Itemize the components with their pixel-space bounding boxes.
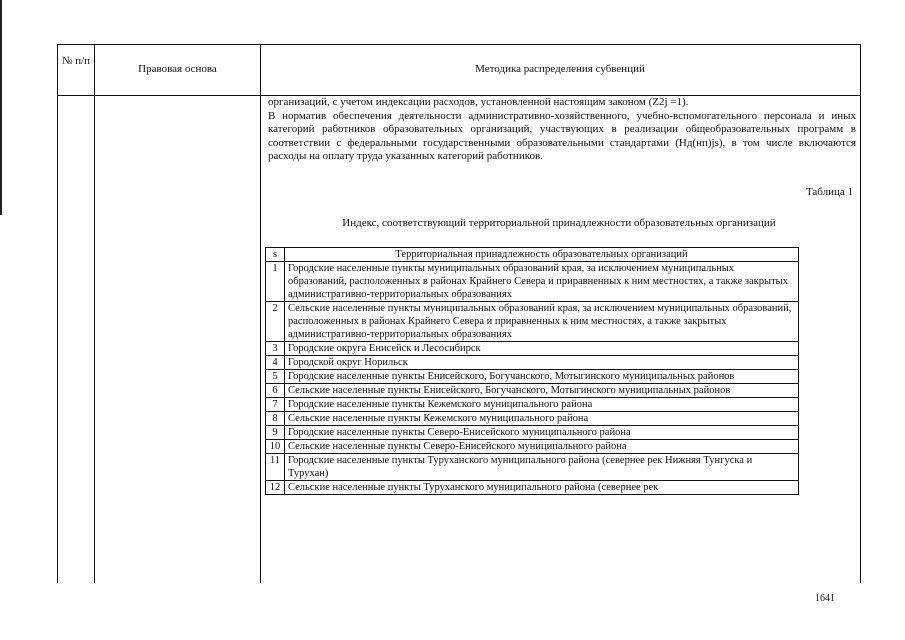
- row-index: 7: [266, 398, 285, 412]
- row-index: 11: [266, 454, 285, 481]
- territorial-index-table: [265, 247, 799, 495]
- row-territory: Городские населенные пункты муниципальных образований края, за исключением муниципальных образований, расположенных в районах Крайнего Севера и приравненных к ним местностях, а также закрытых административно-территориальных образованиях: [285, 262, 799, 302]
- paragraph-norm: В норматив обеспечения деятельности административно-хозяйственного, учебно-вспомогательного персонала и иных категорий работников образовательных организаций, участвующих в реализации общеобразовательных программ в соответствии с федеральными государственными образовательными стандартами (Нд(нп)js), в том числе включаются расходы на оплату труда указанных категорий работников.: [268, 109, 856, 162]
- row-index: 4: [266, 356, 285, 370]
- table-header-title: Территориальная принадлежность образовательных организаций: [285, 248, 799, 262]
- row-index: 3: [266, 342, 285, 356]
- row-territory: Сельские населенные пункты Северо-Енисейского муниципального района: [285, 440, 799, 454]
- table-row: [266, 370, 799, 384]
- table-row: [266, 454, 799, 481]
- table-label: Таблица 1: [805, 186, 853, 198]
- scan-edge-mark: [0, 0, 2, 215]
- row-index: 10: [266, 440, 285, 454]
- row-territory: Сельские населенные пункты Енисейского, Богучанского, Мотыгинского муниципальных районов: [285, 384, 799, 398]
- row-territory: Сельские населенные пункты муниципальных образований края, за исключением муниципальных образований, расположенных в районах Крайнего Севера и приравненных к ним местностях, а также закрытых административно-территориальных образованиях: [285, 302, 799, 342]
- row-territory: Городские населенные пункты Кежемского муниципального района: [285, 398, 799, 412]
- table-row: [266, 398, 799, 412]
- table-row: [266, 384, 799, 398]
- table-row: [266, 262, 799, 302]
- row-territory: Городские населенные пункты Туруханского муниципального района (севернее рек Нижняя Тунгуска и Турухан): [285, 454, 799, 481]
- row-territory: Городские населенные пункты Енисейского, Богучанского, Мотыгинского муниципальных районов: [285, 370, 799, 384]
- table-header-s: s: [266, 248, 285, 262]
- row-index: 6: [266, 384, 285, 398]
- row-index: 9: [266, 426, 285, 440]
- row-territory: Городской округ Норильск: [285, 356, 799, 370]
- row-index: 8: [266, 412, 285, 426]
- document-table-frame: [57, 44, 861, 583]
- row-index: 5: [266, 370, 285, 384]
- column-divider-1: [94, 45, 95, 583]
- methodology-text: [268, 96, 856, 164]
- table-row: [266, 356, 799, 370]
- page-number: 1641: [815, 593, 835, 604]
- header-number-col: № п/п: [61, 55, 91, 67]
- row-territory: Городские округа Енисейск и Лесосибирск: [285, 342, 799, 356]
- table-row: [266, 440, 799, 454]
- table-row: [266, 481, 799, 495]
- table-row: [266, 426, 799, 440]
- table-row: [266, 302, 799, 342]
- row-index: 12: [266, 481, 285, 495]
- row-territory: Сельские населенные пункты Кежемского муниципального района: [285, 412, 799, 426]
- header-legal-basis: Правовая основа: [138, 63, 217, 75]
- table-header-row: [266, 248, 799, 262]
- row-territory: Сельские населенные пункты Туруханского муниципального района (севернее рек: [285, 481, 799, 495]
- table-row: [266, 342, 799, 356]
- row-territory: Городские населенные пункты Северо-Енисейского муниципального района: [285, 426, 799, 440]
- row-index: 1: [266, 262, 285, 302]
- paragraph-indexation: организаций, с учетом индексации расходов, установленной настоящим законом (Z2j =1).: [268, 96, 689, 108]
- row-index: 2: [266, 302, 285, 342]
- table-row: [266, 412, 799, 426]
- header-methodology: Методика распределения субвенций: [475, 63, 645, 75]
- column-divider-2: [260, 45, 261, 583]
- table-caption: Индекс, соответствующий территориальной принадлежности образовательных организаций: [342, 217, 776, 229]
